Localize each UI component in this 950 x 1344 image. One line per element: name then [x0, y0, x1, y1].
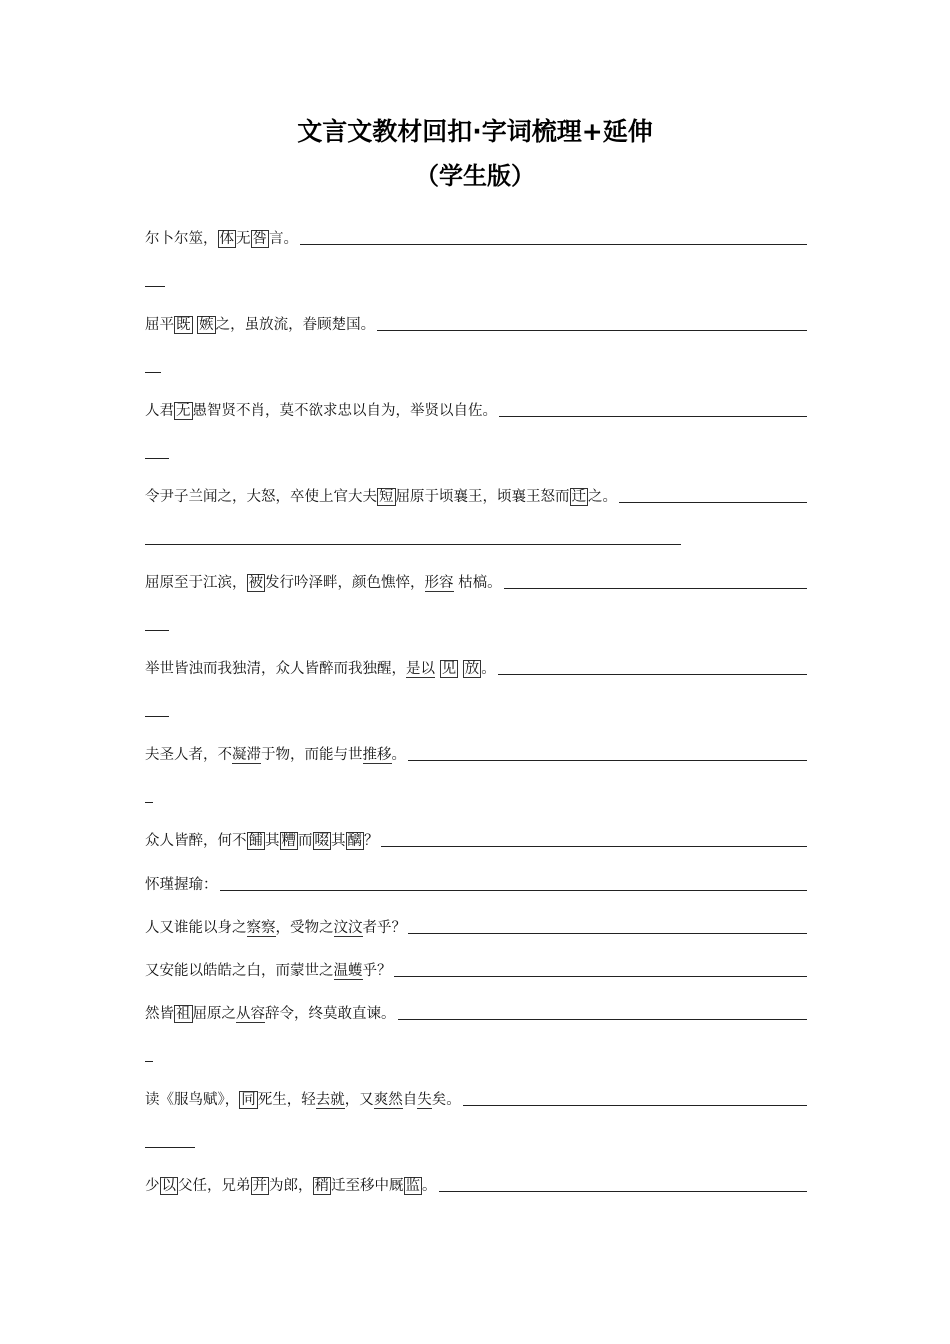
- underlined-word: 去就: [315, 1092, 345, 1108]
- text-segment: ，受物之: [275, 920, 334, 936]
- text-segment: 辞令，终莫敢直谏。: [265, 1006, 396, 1022]
- answer-blank-continuation[interactable]: [145, 286, 165, 287]
- answer-blank[interactable]: [439, 1191, 808, 1192]
- exercise-sentence: [145, 745, 406, 765]
- answer-blank-continuation[interactable]: [145, 544, 681, 545]
- answer-blank-continuation[interactable]: [145, 802, 153, 803]
- exercise-sentence: [145, 401, 497, 421]
- exercise-item: [145, 315, 807, 335]
- underlined-word: 从容: [236, 1006, 265, 1022]
- answer-blank[interactable]: [463, 1105, 807, 1106]
- text-segment: 无: [236, 231, 251, 247]
- answer-blank[interactable]: [408, 760, 807, 761]
- underlined-word: 温蠖: [333, 963, 363, 979]
- exercise-sentence: [145, 961, 392, 981]
- underlined-word: 汶汶: [333, 920, 363, 936]
- boxed-char: 无: [176, 403, 191, 419]
- answer-blank-continuation[interactable]: [145, 372, 161, 373]
- text-segment: [435, 661, 440, 677]
- boxed-char: 迁: [571, 489, 586, 505]
- answer-blank[interactable]: [394, 976, 808, 977]
- answer-blank[interactable]: [408, 933, 807, 934]
- exercise-item: [145, 831, 807, 851]
- text-segment: 少: [145, 1178, 160, 1194]
- text-segment: 屈原之: [192, 1006, 236, 1022]
- exercise-item: [145, 1004, 807, 1024]
- boxed-char: 见: [441, 661, 457, 677]
- exercise-item: [145, 875, 807, 895]
- boxed-char: 被: [248, 575, 263, 591]
- text-segment: 言。: [269, 231, 298, 247]
- text-segment: 于物，而能与世: [261, 747, 363, 763]
- text-segment: 为郎，: [269, 1178, 313, 1194]
- exercise-sentence: [145, 1090, 461, 1110]
- exercise-item: [145, 745, 807, 765]
- answer-blank[interactable]: [498, 674, 807, 675]
- exercise-sentence: [145, 487, 617, 507]
- answer-blank-continuation[interactable]: [145, 1147, 195, 1148]
- exercise-item: [145, 918, 807, 938]
- text-segment: 发行吟泽畔，颜色憔悴，: [265, 575, 425, 591]
- boxed-char: 以: [161, 1178, 176, 1194]
- text-segment: 众人皆醉，何不: [145, 833, 247, 849]
- text-segment: 然皆: [145, 1006, 174, 1022]
- text-segment: 迁至移中厩: [331, 1178, 404, 1194]
- exercise-sentence: [145, 315, 375, 335]
- answer-blank[interactable]: [398, 1019, 808, 1020]
- exercise-item: [145, 961, 807, 981]
- text-segment: 之。: [588, 489, 617, 505]
- answer-blank-continuation[interactable]: [145, 716, 169, 717]
- underlined-word: 推移: [362, 747, 392, 763]
- boxed-char: 监: [405, 1178, 420, 1194]
- answer-blank[interactable]: [377, 330, 807, 331]
- page-title: 文言文教材回扣·字词梳理+延伸: [297, 117, 653, 146]
- text-segment: 又安能以皓皓之白，而蒙世之: [145, 963, 334, 979]
- boxed-char: 短: [379, 489, 394, 505]
- text-segment: 举世皆浊而我独清，众人皆醉而我独醒，: [145, 661, 406, 677]
- text-segment: ？: [364, 833, 379, 849]
- boxed-char: 糟: [281, 833, 296, 849]
- text-segment: 夫圣人者，不: [145, 747, 232, 763]
- underlined-word: 凝滞: [232, 747, 261, 763]
- underlined-word: 是以: [406, 661, 435, 677]
- exercise-item: [145, 487, 807, 507]
- boxed-char: 嫉: [199, 317, 214, 333]
- answer-blank-continuation[interactable]: [145, 458, 169, 459]
- text-segment: 者乎？: [362, 920, 406, 936]
- text-segment: 而: [298, 833, 313, 849]
- boxed-char: 咎: [252, 231, 267, 247]
- exercise-sentence: [145, 573, 502, 593]
- exercise-item: [145, 401, 807, 421]
- text-segment: 屈平: [145, 317, 174, 333]
- answer-blank[interactable]: [381, 846, 808, 847]
- page-subtitle: （学生版）: [415, 162, 535, 190]
- text-segment: 矣。: [431, 1092, 461, 1108]
- exercise-sentence: [145, 831, 379, 851]
- text-segment: 自: [402, 1092, 418, 1108]
- boxed-char: 餔: [248, 833, 263, 849]
- underlined-word: 爽然: [373, 1092, 403, 1108]
- text-segment: 枯槁。: [453, 575, 502, 591]
- text-segment: 死生，轻: [257, 1092, 316, 1108]
- text-segment: 怀瑾握瑜：: [145, 877, 218, 893]
- text-segment: 读《服鸟赋》，: [145, 1092, 240, 1108]
- answer-blank-continuation[interactable]: [145, 1061, 153, 1062]
- boxed-char: 稍: [314, 1178, 329, 1194]
- text-segment: ，又: [344, 1092, 374, 1108]
- exercise-sentence: [145, 875, 218, 895]
- text-segment: 父任，兄弟: [178, 1178, 251, 1194]
- underlined-word: 形容: [424, 575, 454, 591]
- answer-blank[interactable]: [220, 890, 808, 891]
- boxed-char: 既: [176, 317, 191, 333]
- answer-blank[interactable]: [300, 244, 807, 245]
- text-segment: 其: [331, 833, 346, 849]
- text-segment: 人又谁能以身之: [145, 920, 247, 936]
- boxed-char: 体: [219, 231, 234, 247]
- text-segment: 之，虽放流，眷顾楚国。: [215, 317, 376, 333]
- exercise-sentence: [145, 918, 406, 938]
- answer-blank[interactable]: [619, 502, 807, 503]
- text-segment: 人君: [145, 403, 174, 419]
- exercise-sentence: [145, 229, 298, 249]
- text-segment: 其: [265, 833, 280, 849]
- exercise-item: [145, 229, 807, 249]
- boxed-char: 放: [464, 661, 480, 677]
- underlined-word: 察察: [246, 920, 276, 936]
- boxed-char: 醨: [347, 833, 362, 849]
- answer-blank[interactable]: [504, 588, 807, 589]
- boxed-char: 同: [241, 1092, 256, 1108]
- text-segment: 愚智贤不肖，莫不欲求忠以自为，举贤以自佐。: [192, 403, 497, 419]
- text-segment: 。: [481, 661, 496, 677]
- boxed-char: 啜: [314, 833, 329, 849]
- text-segment: 屈原于顷襄王，顷襄王怒而: [395, 489, 570, 505]
- exercise-item: [145, 1176, 807, 1196]
- boxed-char: 祖: [176, 1006, 191, 1022]
- text-segment: 。: [422, 1178, 437, 1194]
- text-segment: 乎？: [362, 963, 392, 979]
- exercise-item: [145, 1090, 807, 1110]
- text-segment: 。: [391, 747, 406, 763]
- underlined-word: 失: [417, 1092, 432, 1108]
- exercise-item: [145, 573, 807, 593]
- exercise-sentence: [145, 1176, 437, 1196]
- text-segment: 令尹子兰闻之，大怒，卒使上官大夫: [145, 489, 377, 505]
- text-segment: 屈原至于江滨，: [145, 575, 247, 591]
- boxed-char: 并: [252, 1178, 267, 1194]
- exercise-sentence: [145, 1004, 396, 1024]
- exercise-item: [145, 659, 807, 679]
- text-segment: 尔卜尔筮，: [145, 231, 218, 247]
- answer-blank[interactable]: [499, 416, 807, 417]
- answer-blank-continuation[interactable]: [145, 630, 169, 631]
- exercise-sentence: [145, 659, 496, 679]
